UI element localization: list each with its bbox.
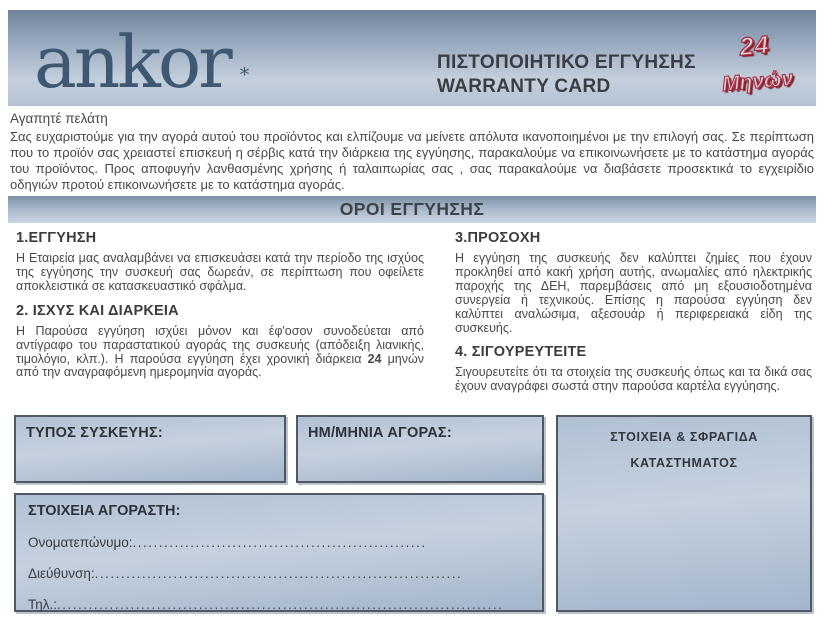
document-title	[437, 51, 696, 99]
dotted-line: ......................................................................	[94, 566, 463, 581]
dotted-line: .....................................................................................	[57, 597, 504, 612]
purchase-date-box	[296, 415, 544, 483]
section-title: 1.ΕΓΓΥΗΣΗ	[16, 230, 97, 246]
stamp-title-line1: ΣΤΟΙΧΕΙΑ & ΣΦΡΑΓΙΔΑ	[610, 430, 758, 444]
section-body: Η εγγύηση της συσκευής δεν καλύπτει ζημίες που έχουν προκληθεί από κακή χρήση αυτής, ανωμαλίες από ηλεκτρικής παροχής της ΔΕΗ, παρεμβάσεις από μη εξουσιοδοτημένα συνεργεία ή τεχνικούς. Επίσης η παρούσα εγγύηση δεν καλύπτει αναλώσιμα, αξεσουάρ ή περιφερειακά είδη της συσκευής.	[455, 251, 812, 335]
section-guarantee	[16, 230, 424, 294]
purchase-date-label: ΗΜ/ΜΗΝΙΑ ΑΓΟΡΑΣ:	[308, 425, 452, 441]
brand-logo-text: ankor	[34, 20, 230, 104]
badge-months-unit: Μηνών	[721, 66, 795, 96]
buyer-phone-field-row	[28, 597, 542, 612]
intro-paragraph: Σας ευχαριστούμε για την αγορά αυτού του προϊόντος και ελπίζουμε να μείνετε απόλυτα ικανοποιημένοι με την επιλογή σας. Σε περίπτωση που το προϊόν σας χρειαστεί επισκευή η σέρβις κατά την διάρκεια της εγγύησης, παρακαλούμε να επικοινωνήσετε με το κατάστημα αγοράς του προϊόντος. Προς αποφυγήν λανθασμένης χρήσης ή ταλαιπωρίας σας , σας παρακαλούμε να διαβάσετε προσεκτικά το εγχειρίδιο οδηγιών προτού επικοινωνήσετε με το κατάστημα αγοράς.	[10, 129, 814, 192]
section-title: 3.ΠΡΟΣΟΧΗ	[455, 230, 541, 246]
terms-columns	[16, 230, 812, 403]
brand-logo	[34, 10, 250, 106]
device-type-box	[14, 415, 286, 483]
dotted-line: ........................................................	[132, 535, 427, 550]
buyer-details-box	[14, 493, 544, 612]
section-title: 2. ΙΣΧΥΣ ΚΑΙ ΔΙΑΡΚΕΙΑ	[16, 302, 179, 319]
header-band	[8, 10, 816, 106]
warranty-duration-badge	[705, 28, 806, 98]
terms-column-left	[16, 230, 424, 403]
terms-column-right	[455, 230, 812, 403]
section-body-text: Η Παρούσα εγγύηση ισχύει μόνον και έφ'οσον συνοδεύεται από αντίγραφο του παραστατικού αγοράς της συσκευής (απόδειξη λιανικής, τιμολόγιο, κλπ.). Η παρούσα εγγύηση έχει χρονική διάρκεια	[16, 323, 424, 366]
section-body: Σιγουρευτείτε ότι τα στοιχεία της συσκευής όπως και τα δικά σας έχουν αναγράφει σωστά στην παρούσα καρτέλα εγγύησης.	[455, 365, 812, 394]
buyer-name-label: Ονοματεπώνυμο:	[28, 535, 133, 550]
store-stamp-box	[556, 415, 812, 612]
buyer-details-title: ΣΤΟΙΧΕΙΑ ΑΓΟΡΑΣΤΗ:	[28, 503, 181, 519]
stamp-title-line2: ΚΑΤΑΣΤΗΜΑΤΟΣ	[630, 456, 738, 470]
terms-banner: ΟΡΟΙ ΕΓΓΥΗΣΗΣ	[8, 196, 816, 223]
buyer-address-label: Διεύθυνση:	[28, 566, 95, 581]
buyer-fields	[16, 535, 542, 612]
section-body	[16, 325, 424, 381]
asterisk-icon: *	[239, 64, 250, 86]
badge-months-number: 24	[738, 30, 771, 62]
title-english: WARRANTY CARD	[437, 76, 611, 98]
section-body-text: μηνών από την αναγραφόμενη ημερομηνία αγοράς.	[16, 351, 424, 380]
device-type-label: ΤΥΠΟΣ ΣΥΣΚΕΥΗΣ:	[26, 425, 163, 441]
buyer-name-field-row	[28, 535, 542, 550]
section-title: 4. ΣΙΓΟΥΡΕΥΤΕΙΤΕ	[455, 344, 587, 361]
duration-months-value: 24	[367, 351, 382, 366]
title-greek: ΠΙΣΤΟΠΟΙΗΤΙΚΟ ΕΓΓΥΗΣΗΣ	[437, 52, 696, 73]
greeting-text: Αγαπητέ πελάτη	[10, 111, 108, 126]
section-body: Η Εταιρεία μας αναλαμβάνει να επισκευάσει κατά την περίοδο της ισχύος της εγγύησης την συσκευή σας δωρεάν, σε περίπτωση που οφείλετε αποκλειστικά σε κατασκευαστικό σφάλμα.	[16, 251, 424, 293]
section-validity-duration	[16, 303, 424, 381]
section-make-sure	[455, 344, 812, 394]
buyer-phone-label: Τηλ.:	[28, 597, 58, 612]
buyer-address-field-row	[28, 566, 542, 581]
section-attention	[455, 230, 812, 335]
